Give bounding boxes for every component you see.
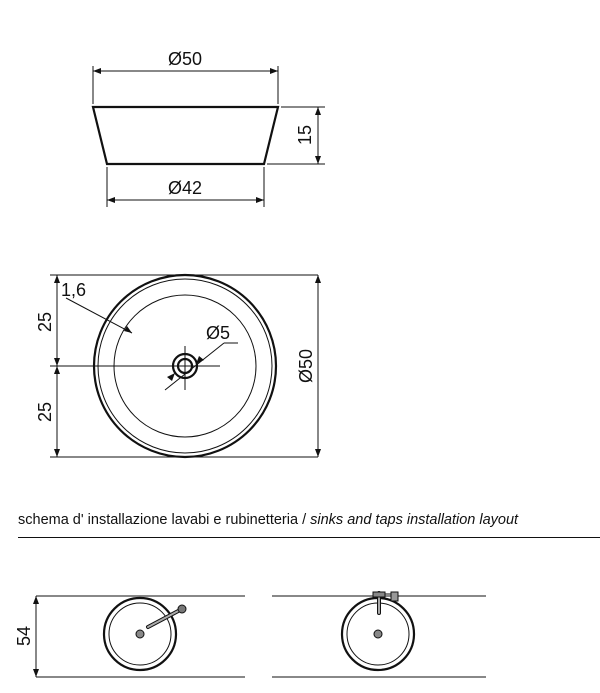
rim-leader-diagonal [66,298,132,333]
caption-rule [18,537,600,538]
bowl-side-profile [93,107,278,164]
caption-italian: schema d' installazione lavabi e rubinetteria / [18,512,311,528]
sink-drain [374,630,382,638]
installation-layout-right [272,592,486,677]
depth-arrow-top [33,596,39,604]
lower-half-label: 25 [35,401,55,423]
drain-leader-arrow-lower [167,373,175,381]
counter-depth-label: 54 [14,625,34,647]
depth-arrow-bottom [33,669,39,677]
drain-leader-arrow-upper [196,356,204,364]
plan-view [35,275,321,457]
caption-english: sinks and taps installation layout [310,512,519,528]
tap-body [373,592,385,597]
left-arrow-mid-down [54,366,60,374]
height-label: 15 [295,124,315,146]
bottom-arrow-right [256,197,264,203]
height-arrow-top [315,107,321,115]
rim-thickness-label: 1,6 [61,280,87,300]
installation-caption [18,512,600,528]
height-arrow-bottom [315,156,321,164]
installation-layout-left [14,596,245,677]
top-arrow-left [93,68,101,74]
top-diameter-label: Ø50 [167,49,203,69]
sink-drain [136,630,144,638]
bottom-arrow-left [107,197,115,203]
left-arrow-top [54,275,60,283]
tap-handle [178,605,186,613]
overall-diameter-label: Ø50 [296,348,316,384]
side-view [93,49,325,207]
left-arrow-bottom [54,449,60,457]
right-arrow-bottom [315,449,321,457]
left-arrow-mid-up [54,358,60,366]
right-arrow-top [315,275,321,283]
top-arrow-right [270,68,278,74]
upper-half-label: 25 [35,311,55,333]
drain-diameter-label: Ø5 [206,323,231,343]
tap-spout-fill [148,609,182,627]
bottom-diameter-label: Ø42 [167,178,203,198]
tap-handle [391,592,398,601]
